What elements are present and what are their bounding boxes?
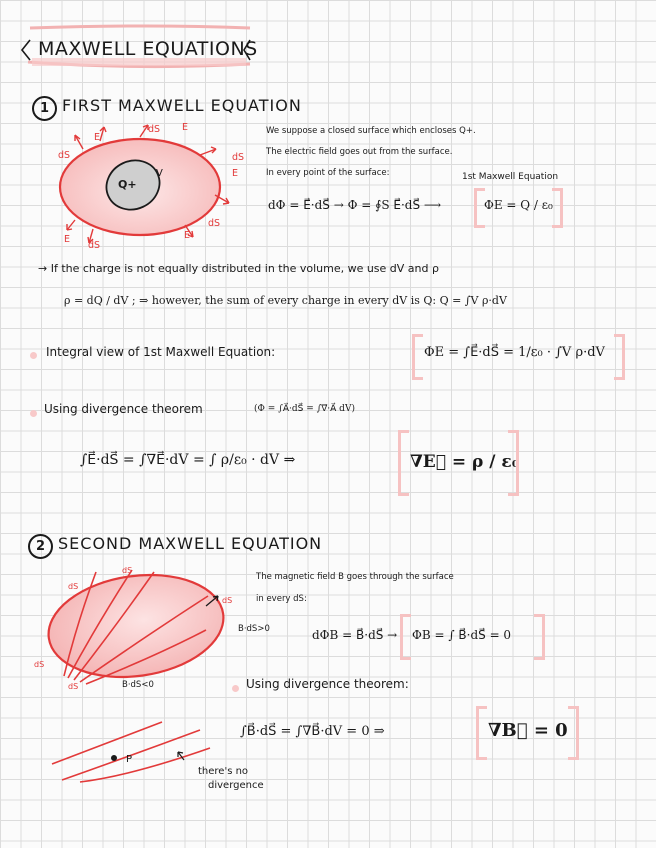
flux2-bracket-right [534, 614, 545, 660]
magnetic-surface-diagram [36, 566, 236, 696]
section1-heading: FIRST MAXWELL EQUATION [62, 96, 302, 115]
s1-divergence-label: Using divergence theorem [44, 402, 203, 416]
label-bds-pos: B·dS>0 [238, 624, 270, 634]
final2-bracket-left [476, 706, 487, 760]
s1-result-formula: ΦE = Q / ε₀ [484, 198, 553, 212]
ds-label-2: dS [148, 124, 161, 135]
bullet-integral [30, 352, 37, 359]
s1-note: → If the charge is not equally distributed in the volume, we use dV and ρ [38, 262, 439, 275]
closed-surface-diagram [45, 125, 295, 255]
s1-density-formula: ρ = dQ / dV ; ⇒ however, the sum of every charge in every dV is Q: Q = ∫V ρ·dV [64, 294, 507, 307]
section1-number: 1 [32, 96, 57, 121]
s1-divergence-formula: ∫E⃗·dS⃗ = ∫∇E⃗·dV = ∫ ρ/ε₀ · dV ⇒ [80, 452, 296, 468]
e-label-4: E [184, 230, 191, 241]
e-label-2: E [182, 122, 189, 133]
s1-final-formula: ∇E⃗ = ρ / ε₀ [410, 452, 520, 472]
s1-integral-formula: ΦE = ∫E⃗·dS⃗ = 1/ε₀ · ∫V ρ·dV [424, 345, 605, 360]
field-line-p3 [80, 748, 210, 782]
ds-label-b3: dS [222, 596, 233, 605]
final1-bracket-right [508, 430, 519, 496]
final2-bracket-right [568, 706, 579, 760]
field-line-p1 [52, 722, 162, 764]
flux2-bracket-left [400, 614, 411, 660]
s2-text-2: in every dS: [256, 594, 307, 604]
ds-label-b5: dS [68, 682, 79, 691]
no-divergence-line-1: there's no [198, 766, 249, 777]
s1-text-1: We suppose a closed surface which encloses Q+. [266, 126, 476, 136]
ds-label-b1: dS [68, 582, 79, 591]
s1-text-3: In every point of the surface: [266, 168, 390, 178]
s1-divergence-hint: (Φ = ∫A⃗·dS⃗ = ∫∇⃗·A⃗ dV) [254, 404, 355, 414]
s2-divergence-formula: ∫B⃗·dS⃗ = ∫∇B⃗·dV = 0 ⇒ [240, 724, 385, 739]
s1-integral-label: Integral view of 1st Maxwell Equation: [46, 345, 276, 359]
section2-number: 2 [28, 534, 53, 559]
label-bds-neg: B·dS<0 [122, 680, 154, 690]
ds-label-3: dS [232, 152, 245, 163]
charge-label: Q+ [118, 178, 137, 191]
s2-divergence-label: Using divergence theorem: [246, 677, 409, 691]
integral-bracket-right [614, 334, 625, 380]
s1-text-2: The electric field goes out from the surface. [266, 147, 453, 157]
e-label-5: E [64, 234, 71, 245]
result-bracket-right [552, 188, 563, 228]
s1-flux-formula: dΦ = E⃗·dS⃗ → Φ = ∮S E⃗·dS⃗ ⟶ [268, 198, 442, 212]
field-lines-point-diagram [50, 716, 210, 786]
page-title: MAXWELL EQUATIONS [38, 38, 258, 60]
point-p [111, 755, 117, 761]
point-p-label: P [126, 754, 133, 765]
volume-label: V [156, 168, 163, 179]
no-divergence-line-2: divergence [208, 780, 264, 791]
section2-heading: SECOND MAXWELL EQUATION [58, 534, 323, 553]
e-label-1: E [94, 132, 101, 143]
s1-result-label: 1st Maxwell Equation [462, 172, 559, 182]
s2-flux-formula: dΦB = B⃗·dS⃗ → [312, 628, 398, 642]
ds-label-4: dS [208, 218, 221, 229]
final1-bracket-left [398, 430, 409, 496]
s2-final-formula: ∇B⃗ = 0 [488, 720, 568, 741]
ds-label-b4: dS [34, 660, 45, 669]
ds-label-1: dS [58, 150, 71, 161]
e-label-3: E [232, 168, 239, 179]
s2-text-1: The magnetic field B goes through the surface [256, 572, 454, 582]
integral-bracket-left [412, 334, 423, 380]
ds-label-5: dS [88, 240, 101, 251]
ds-label-b2: dS [122, 566, 133, 575]
s2-flux-box: ΦB = ∫ B⃗·dS⃗ = 0 [412, 628, 512, 642]
bullet-divergence-2 [232, 685, 239, 692]
bullet-divergence-1 [30, 410, 37, 417]
